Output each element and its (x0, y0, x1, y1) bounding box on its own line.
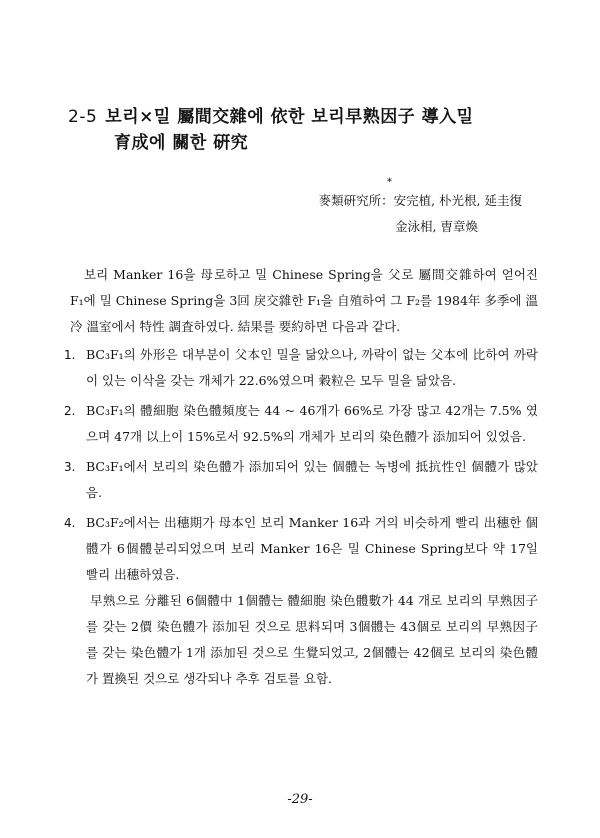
item-number: 2. (64, 404, 76, 418)
page-number: -29- (287, 792, 313, 807)
corresponding-author-mark: * (387, 177, 392, 188)
item-paragraph: BC₃F₁에서 보리의 染色體가 添加되어 있는 個體는 녹병에 抵抗性인 個體가 많았음. (86, 459, 538, 500)
intro-paragraph: 보리 Manker 16을 母로하고 밀 Chinese Spring을 父로 屬間交雜하여 얻어진 F₁에 밀 Chinese Spring을 3回 戾交雜한 F₁을 自殖하여 그 F₂를 1984年 多季에 溫冷 溫室에서 特性 調査하였다. 結果를 要約하면 다음과 같다. (70, 267, 538, 334)
author-line-2: 金泳相, 曺章煥 (395, 219, 478, 234)
result-item-1 (64, 342, 538, 394)
item-paragraph: BC₃F₂에서는 出穗期가 母本인 보리 Manker 16과 거의 비슷하게 빨리 出穗한 個體가 6個體분리되었으며 보리 Manker 16은 밀 Chinese Spring보다 약 17일 빨리 出穗하였음. (86, 515, 538, 582)
author-list (222, 188, 522, 240)
section-number: 2-5 (68, 107, 98, 127)
paper-title (68, 104, 538, 156)
item-number: 3. (64, 460, 76, 474)
result-item-4 (64, 510, 538, 692)
item-paragraph: 早熟으로 分離된 6個體中 1個體는 體細胞 染色體數가 44 개로 보리의 早熟因子를 갖는 2價 染色體가 添加된 것으로 思料되며 3個體는 43個로 보리의 早熟因子를 갖는 染色體가 1개 添加된 것으로 生覺되었고, 2個體는 42個로 보리의 染色體가 置換된 것으로 생각되나 추후 검토를 요함. (86, 593, 538, 686)
item-paragraph: BC₃F₁의 外形은 대부분이 父本인 밀을 닮았으나, 까락이 없는 父本에 比하여 까락이 있는 이삭을 갖는 개체가 22.6%였으며 穀粒은 모두 밀을 닮았음. (86, 347, 538, 388)
author-line-1: 麥類硏究所：安完植, 朴光根, 延圭復 (318, 193, 522, 208)
item-number: 1. (64, 348, 76, 362)
title-text-1: 보리×밀 屬間交雜에 依한 보리早熟因子 導入밀 (105, 107, 474, 127)
item-number: 4. (64, 516, 76, 530)
abstract-body (64, 262, 538, 696)
result-item-3 (64, 454, 538, 506)
title-line-2: 育成에 關한 硏究 (114, 133, 249, 153)
title-line-1 (68, 104, 538, 130)
item-paragraph: BC₃F₁의 體細胞 染色體頻度는 44 ~ 46개가 66%로 가장 많고 42개는 7.5% 였으며 47개 以上이 15%로서 92.5%의 개체가 보리의 染色體가 添加되어 있었음. (86, 403, 538, 444)
result-item-2 (64, 398, 538, 450)
